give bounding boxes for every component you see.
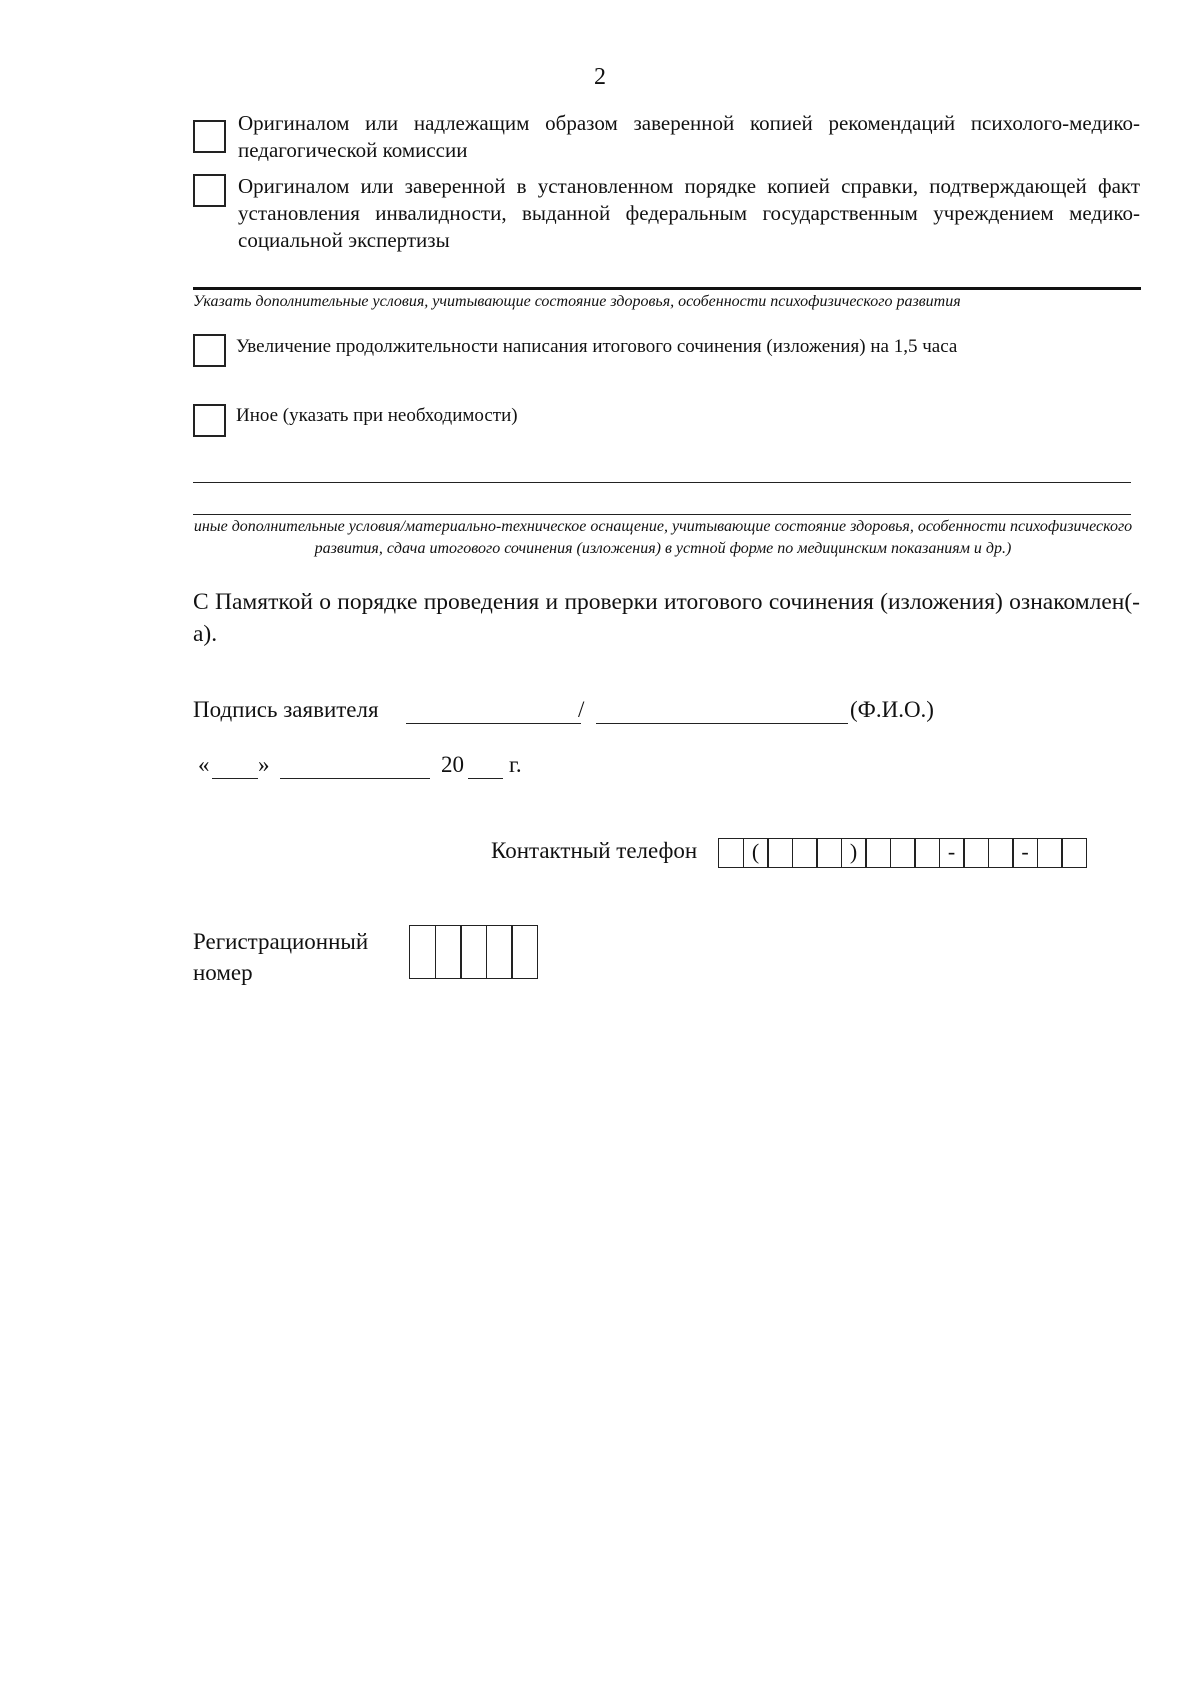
phone-field[interactable] <box>718 838 1087 868</box>
phone-cell[interactable] <box>767 838 793 868</box>
phone-cell: - <box>1012 838 1038 868</box>
date-year-prefix: 20 <box>441 752 464 777</box>
phone-cell[interactable] <box>1037 838 1063 868</box>
doc-checkbox-pmpk[interactable] <box>193 120 226 153</box>
phone-cell[interactable] <box>718 838 744 868</box>
registration-cell[interactable] <box>486 925 513 979</box>
registration-cell[interactable] <box>511 925 538 979</box>
condition-option-extra-time: Увеличение продолжительности написания итогового сочинения (изложения) на 1,5 часа <box>236 336 958 357</box>
phone-cell[interactable] <box>792 838 818 868</box>
section-divider <box>193 287 1141 290</box>
condition-option-other: Иное (указать при необходимости) <box>236 405 518 426</box>
doc-option-disability: Оригиналом или заверенной в установленном порядке копией справки, подтверждающей факт установления инвалидности, выданной федеральным государственным учреждением медико-социальной экспертизы <box>238 174 1140 252</box>
signature-label: Подпись заявителя <box>193 697 379 722</box>
conditions-caption: Указать дополнительные условия, учитывающие состояние здоровья, особенности психофизического развития <box>193 293 961 310</box>
signature-field[interactable] <box>406 723 581 724</box>
date-month-field[interactable] <box>280 778 430 779</box>
registration-cell[interactable] <box>460 925 487 979</box>
condition-checkbox-other[interactable] <box>193 404 226 437</box>
doc-option-pmpk: Оригиналом или надлежащим образом заверенной копией рекомендаций психолого-медико-педагогической комиссии <box>238 111 1140 162</box>
fio-label: (Ф.И.О.) <box>850 697 934 722</box>
phone-cell[interactable] <box>816 838 842 868</box>
phone-cell[interactable] <box>865 838 891 868</box>
date-year-suffix: г. <box>509 752 522 777</box>
phone-label: Контактный телефон <box>491 838 698 863</box>
phone-cell[interactable] <box>963 838 989 868</box>
phone-cell[interactable] <box>914 838 940 868</box>
acknowledgement-text: С Памяткой о порядке проведения и проверки итогового сочинения (изложения) ознакомлен(-а). <box>193 589 1140 647</box>
registration-label: Регистрационный номер <box>193 929 369 985</box>
page-number: 2 <box>594 64 606 90</box>
date-day-field[interactable] <box>212 778 258 779</box>
doc-checkbox-disability[interactable] <box>193 174 226 207</box>
phone-cell: ) <box>841 838 867 868</box>
phone-cell[interactable] <box>988 838 1014 868</box>
fio-field[interactable] <box>596 723 848 724</box>
registration-number-field[interactable] <box>409 925 538 979</box>
phone-cell: - <box>939 838 965 868</box>
other-conditions-line-2[interactable] <box>193 514 1131 515</box>
other-conditions-caption: иные дополнительные условия/материально-техническое оснащение, учитывающие состояние здоровья, особенности психофизического развития, сдача итогового сочинения (изложения) в устной форме по медицинским показаниям и др.) <box>193 518 1133 557</box>
date-year-field[interactable] <box>468 778 503 779</box>
registration-cell[interactable] <box>409 925 436 979</box>
other-conditions-line-1[interactable] <box>193 482 1131 483</box>
condition-checkbox-extra-time[interactable] <box>193 334 226 367</box>
registration-cell[interactable] <box>435 925 462 979</box>
phone-cell[interactable] <box>1061 838 1087 868</box>
phone-cell: ( <box>743 838 769 868</box>
phone-cell[interactable] <box>890 838 916 868</box>
date-close-quote: » <box>258 752 270 777</box>
date-open-quote: « <box>198 752 210 777</box>
signature-separator: / <box>578 697 585 722</box>
